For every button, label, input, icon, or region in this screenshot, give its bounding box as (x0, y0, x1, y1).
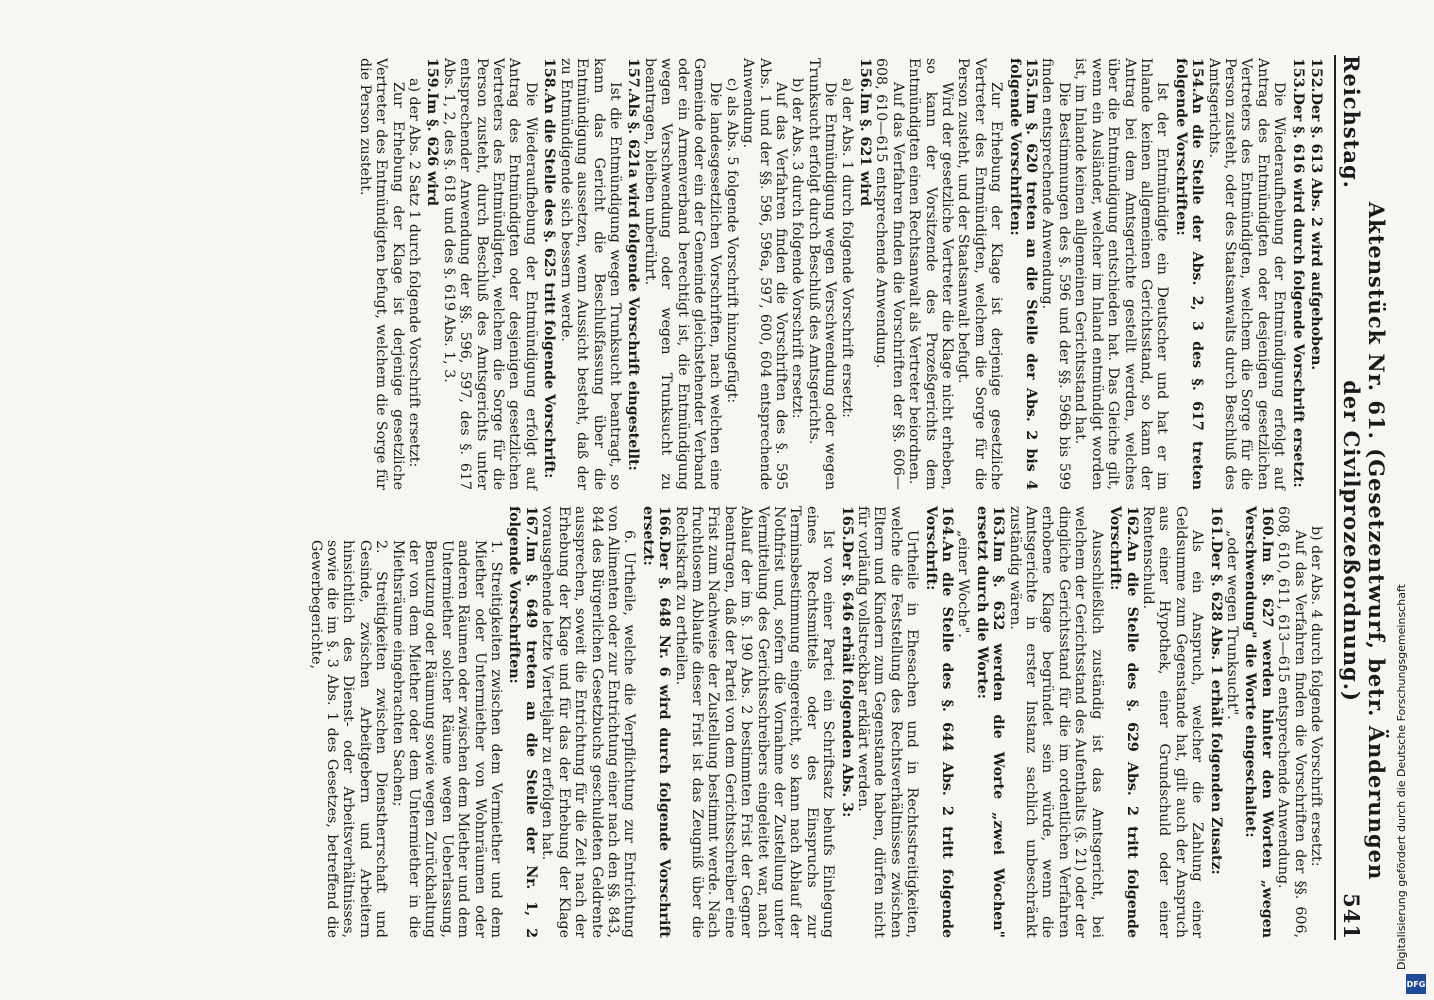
paragraph: „einer Woche". (955, 530, 972, 638)
page-header (1334, 55, 1389, 940)
section-heading (625, 58, 641, 490)
section-text: Im §. 626 wird (424, 92, 441, 207)
section-text: An die Stelle der Abs. 2, 3 des §. 617 treten folgende Vorschriften: (1172, 58, 1206, 490)
paragraph: Wird der gesetzliche Vertreter die Klage nicht erheben, so kann der Vorsitzende des Prozeßgerichts dem Entmündigten einen Rechtsanwalt als Vertreter beiordnen. (906, 58, 956, 490)
section-heading (1242, 506, 1275, 938)
section-number: 156. (857, 58, 874, 93)
paragraph: Die Wiederaufhebung der Entmündigung erfolgt auf Antrag des Entmündigten oder desjenigen gesetzlichen Vertreters des Entmündigten, welchem die Sorge für die Person zusteht, oder des Staatsanwalts durch Beschluß des Amtsgerichts. (1205, 58, 1288, 490)
section-heading (424, 58, 440, 490)
sub-clause: c) als Abs. 5 folgende Vorschrift hinzugefügt: (723, 78, 740, 404)
section-text: Der §. 613 Abs. 2 wird aufgehoben. (1308, 92, 1324, 371)
paragraph: 6. Urtheile, welche die Verpflichtung zur Entrichtung von Alimenten oder zur Entrichtung einer nach den §§. 843, 844 des Bürgerlichen Gesetzbuchs geschuldeten Geldrente aussprechen, soweit die Entrichtung für die Zeit nach der Erhebung der Klage und für das der Erhebung der Klage vorausgehende letzte Vierteljahr zu erfolgen hat. (539, 506, 638, 938)
section-number: 153. (1289, 58, 1306, 93)
paragraph: Ist von einer Partei ein Schriftsatz behufs Einlegung eines Rechtsmittels oder des Einspruchs zur Terminsbestimmung eingereicht, so kann nach Ablauf der Nothfrist und, sofern die Vornahme der Zustellung unter Vermittelung des Gerichtsschreibers eingeleitet war, nach Ablauf der im §. 190 Abs. 2 bestimmten Frist der Gegner beantragen, daß der Partei von dem Gerichtsschreiber eine Frist zum Nachweise der Zustellung bestimmt werde. Nach fruchtlosem Ablaufe dieser Frist ist das Zeugniß über die Rechtskraft zu ertheilen. (672, 506, 837, 938)
section-text: Der §. 628 Abs. 1 erhält folgenden Zusatz: (1207, 540, 1224, 875)
paragraph: Die Entmündigung wegen Verschwendung oder wegen Trunksucht erfolgt durch Beschluß des Amtsgerichts. (805, 58, 839, 490)
digitization-sidebar: Digitalisierung gefördert durch die Deutsche Forschungsgemeinschaft DFG (1402, 0, 1434, 1000)
section-text: Im §. 632 werden die Worte „zwei Wochen" ersetzt durch die Worte: (973, 506, 1007, 938)
paragraph: Die landesgesetzlichen Vorschriften, nach welchen eine Gemeinde oder ein der Gemeinde gleichstehender Verband oder ein Armenverband berechtigt ist, die Entmündigung wegen Verschwendung oder wegen Trunksucht zu beantragen, bleiben unberührt. (641, 58, 724, 490)
right-column (307, 506, 1324, 938)
dfg-logo: DFG (1406, 974, 1426, 994)
enumerated-clause: 2. Streitigkeiten zwischen Dienstherrschaft und Gesinde, zwischen Arbeitgebern und Arbeitern hinsichtlich des Dienst- oder Arbeitsverhältnisses, sowie die im §. 3 Abs. 1 des Gesetzes, betreffend die Gewerbegerichte, (307, 540, 390, 938)
section-text: Im §. 649 treten an die Stelle der Nr. 1, 2 folgende Vorschriften: (506, 506, 539, 938)
section-number: 164. (939, 506, 956, 541)
section-number: 155. (1023, 58, 1040, 93)
paragraph: „oder wegen Trunksucht". (1223, 530, 1240, 720)
section-heading (1207, 506, 1223, 938)
paragraph: Als ein Anspruch, welcher die Zahlung einer Geldsumme zum Gegenstande hat, gilt auch der Anspruch aus einer Hypothek, einer Grundschuld oder einer Rentenschuld. (1139, 506, 1206, 938)
section-heading (506, 506, 539, 938)
section-heading (857, 58, 873, 490)
section-text: Im §. 620 treten an die Stelle der Abs. 2 bis 4 folgende Vorschriften: (1006, 58, 1040, 490)
section-heading (838, 506, 854, 938)
paragraph: Auf das Verfahren finden die Vorschriften der §§. 606—608, 610—615 entsprechende Anwendung. (873, 58, 906, 490)
sub-clause: a) der Abs. 2 Satz 1 durch folgende Vorschrift ersetzt: (406, 78, 423, 468)
paragraph: Auf das Verfahren finden die Vorschriften des §. 595 Abs. 1 und der §§. 596, 596a, 597, 600, 604 entsprechende Anwendung. (740, 58, 789, 490)
section-heading (639, 506, 672, 938)
header-title: Aktenstück Nr. 61. (Gesetzentwurf, betr. Änderungen der Civilprozeßordnung.) (1339, 201, 1389, 881)
section-number: 160. (1258, 506, 1275, 541)
header-left: Reichstag. (1339, 55, 1364, 189)
section-heading (1289, 58, 1305, 490)
paragraph: Die Bestimmungen des §. 596 und der §§. 596b bis 599 finden entsprechende Anwendung. (1039, 58, 1072, 490)
section-heading (541, 58, 557, 490)
section-heading (1107, 506, 1140, 938)
section-heading (1172, 58, 1205, 490)
paragraph: Zur Erhebung der Klage ist derjenige gesetzliche Vertreter des Entmündigten befugt, welchem die Sorge für die Person zusteht. (356, 58, 406, 490)
section-number: 158. (541, 58, 558, 93)
section-heading (1308, 58, 1324, 490)
section-number: 163. (990, 506, 1007, 541)
section-text: Als §. 621a wird folgende Vorschrift eingestellt: (625, 92, 642, 471)
section-number: 165. (838, 506, 855, 541)
section-text: Im §. 621 wird (857, 92, 874, 207)
paragraph: Ausschließlich zuständig ist das Amtsgericht, bei welchem der Gerichtsstand des Aufenthalts (§. 21) oder der dingliche Gerichtsstand für die im ordentlichen Verfahren erhobene Klage begründet sein würde, wenn die Amtsgerichte in erster Instanz sachlich unbeschränkt zuständig wären. (1006, 506, 1105, 938)
section-number: 159. (424, 58, 441, 93)
paragraph: Urtheile in Ehesachen und in Rechtsstreitigkeiten, welche die Feststellung des Rechtsverhältnisses zwischen Eltern und Kindern zum Gegenstande haben, dürfen nicht für vorläufig vollstreckbar erklärt werden. (855, 506, 921, 938)
section-heading (922, 506, 955, 938)
section-number: 166. (656, 506, 673, 541)
section-number: 154. (1189, 58, 1206, 93)
sub-clause: b) der Abs. 4 durch folgende Vorschrift ersetzt: (1308, 526, 1324, 867)
paragraph: Zur Erhebung der Klage ist derjenige gesetzliche Vertreter des Entmündigten, welchem die Sorge für die Person zusteht, und der Staatsanwalt befugt. (955, 58, 1005, 490)
section-text: An die Stelle des §. 644 Abs. 2 tritt folgende Vorschrift: (922, 506, 956, 938)
page-number: 541 (1339, 893, 1364, 940)
section-heading (973, 506, 1006, 938)
section-number: 157. (625, 58, 642, 93)
section-heading (1006, 58, 1039, 490)
section-text: An die Stelle des §. 629 Abs. 2 tritt folgende Vorschrift: (1107, 506, 1140, 938)
section-text: Der §. 616 wird durch folgende Vorschrift ersetzt: (1289, 92, 1306, 488)
sub-clause: a) der Abs. 1 durch folgende Vorschrift ersetzt: (838, 78, 855, 418)
section-text: An die Stelle des §. 625 tritt folgende Vorschrift: (541, 92, 558, 479)
paragraph: Auf das Verfahren finden die Vorschriften der §§. 606, 608, 610, 611, 613—615 entsprechende Anwendung. (1275, 506, 1308, 938)
paragraph: Die Wiederaufhebung der Entmündigung erfolgt auf Antrag des Entmündigten oder desjenigen gesetzlichen Vertreters des Entmündigten, welchem die Sorge für die Person zusteht, durch Beschluß des Amtsgerichts unter entsprechender Anwendung der §§. 596, 597, des §. 617 Abs. 1, 2, des §. 618 und des §. 619 Abs. 1, 3. (440, 58, 539, 490)
paragraph: Ist der Entmündigte ein Deutscher und hat er im Inlande keinen allgemeinen Gerichtsstand, so kann der Antrag bei dem Amtsgerichte gestellt werden, welches über die Entmündigung entschieden hat. Das Gleiche gilt, wenn ein Ausländer, welcher im Inland entmündigt worden ist, im Inlande keinen allgemeinen Gerichtsstand hat. (1072, 58, 1171, 490)
paragraph: Ist die Entmündigung wegen Trunksucht beantragt, so kann das Gericht die Beschlußfassung über die Entmündigung aussetzen, wenn Aussicht besteht, daß der zu Entmündigende sich bessern werde. (557, 58, 623, 490)
section-text: Der §. 648 Nr. 6 wird durch folgende Vorschrift ersetzt: (639, 506, 673, 938)
section-text: Der §. 646 erhält folgenden Abs. 3: (838, 540, 855, 818)
enumerated-clause: 1. Streitigkeiten zwischen dem Vermiether und dem Miether oder Untermiether von Wohnräumen oder anderen Räumen oder zwischen dem Miether und dem Untermiether solcher Räume wegen Ueberlassung, Benutzung oder Räumung sowie wegen Zurückhaltung der von dem Miether oder dem Untermiether in die Miethsräume eingebrachten Sachen; (389, 540, 505, 938)
section-text: Im §. 627 werden hinter den Worten „wegen Verschwendung" die Worte eingeschaltet: (1242, 506, 1275, 938)
sub-clause: b) der Abs. 3 durch folgende Vorschrift ersetzt: (789, 78, 806, 419)
section-number: 167. (522, 506, 539, 541)
left-column (356, 58, 1324, 490)
section-number: 152. (1308, 58, 1324, 93)
section-number: 161. (1207, 506, 1224, 541)
section-number: 162. (1123, 506, 1140, 541)
